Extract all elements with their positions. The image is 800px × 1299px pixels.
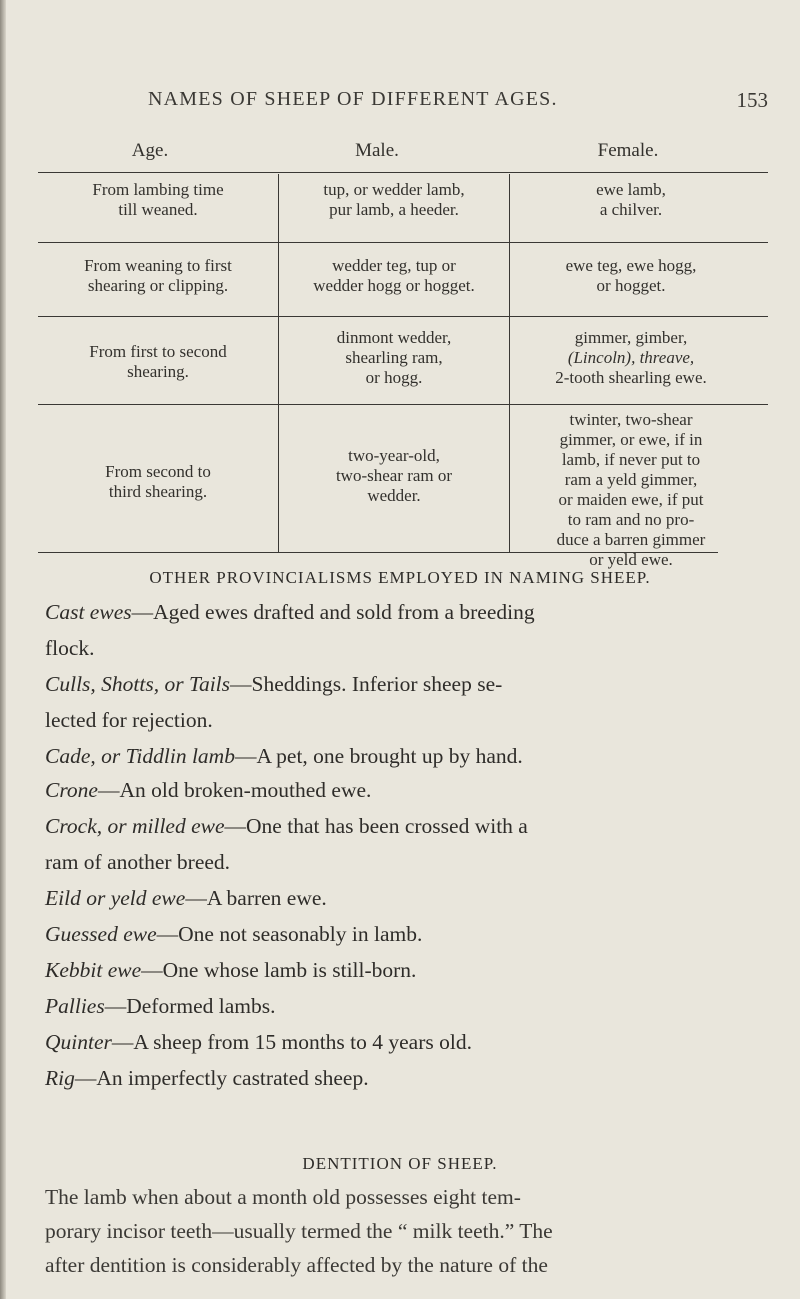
running-head: NAMES OF SHEEP OF DIFFERENT AGES. [148, 88, 558, 110]
table-cell-female: ewe lamb, a chilver. [596, 180, 666, 219]
column-header-male: Male. [355, 140, 399, 161]
provincialism-entry [45, 844, 765, 880]
dentition-paragraph: The lamb when about a month old possesses eight tem- porary incisor teeth—usually termed the “ milk teeth.” The after dentition is considerably affected by the nature of the [45, 1185, 553, 1277]
entry-term: Quinter [45, 1030, 112, 1054]
provincialism-entry [45, 952, 765, 988]
section-heading-provincialisms: OTHER PROVINCIALISMS EMPLOYED IN NAMING SHEEP. [149, 568, 651, 587]
provincialism-entry [45, 880, 765, 916]
provincialism-entry [45, 702, 765, 738]
entry-definition: —An old broken-mouthed ewe. [97, 778, 372, 802]
entry-definition: lected for rejection. [45, 708, 213, 732]
entry-term: Cast ewes [45, 600, 132, 624]
table-cell-age: From weaning to first shearing or clipping. [84, 256, 232, 295]
provincialism-entry [45, 916, 765, 952]
entry-definition: —A pet, one brought up by hand. [234, 744, 523, 768]
provincialism-entry [45, 1060, 765, 1096]
column-divider [509, 174, 510, 552]
entry-definition: —One that has been crossed with a [224, 814, 528, 838]
column-header-age: Age. [131, 140, 169, 161]
section-heading-dentition: DENTITION OF SHEEP. [302, 1154, 498, 1173]
table-cell-age: From second to third shearing. [105, 462, 211, 501]
entry-term: Crock, or milled ewe [45, 814, 225, 838]
entry-definition: —One whose lamb is still-born. [141, 958, 417, 982]
table-cell-male: wedder teg, tup or wedder hogg or hogget. [313, 256, 475, 295]
table-top-rule [38, 172, 768, 173]
book-spine-shadow [0, 0, 6, 1299]
entry-term: Rig [45, 1066, 75, 1090]
entry-definition: —A sheep from 15 months to 4 years old. [111, 1030, 472, 1054]
entry-term: Pallies [45, 994, 105, 1018]
provincialism-entry [45, 808, 765, 844]
column-header-female: Female. [597, 140, 659, 161]
row-divider [38, 404, 768, 405]
table-cell-age: From first to second shearing. [89, 342, 227, 381]
table-cell-male: tup, or wedder lamb, pur lamb, a heeder. [323, 180, 465, 219]
table-cell-age: From lambing time till weaned. [92, 180, 224, 219]
entry-definition: —An imperfectly castrated sheep. [74, 1066, 369, 1090]
entry-definition: —A barren ewe. [185, 886, 327, 910]
entry-definition: —Deformed lambs. [104, 994, 276, 1018]
row-divider [38, 242, 768, 243]
entry-definition: —Aged ewes drafted and sold from a breeding [131, 600, 535, 624]
provincialism-entry [45, 1024, 765, 1060]
entry-term: Kebbit ewe [45, 958, 142, 982]
entry-definition: flock. [45, 636, 95, 660]
table-cell-male: dinmont wedder, shearling ram, or hogg. [336, 328, 452, 387]
table-cell-female: twinter, two-shear gimmer, or ewe, if in lamb, if never put to ram a yeld gimmer, or maiden ewe, if put to ram and no pro- duce a barren gimmer or yeld ewe. [556, 410, 706, 569]
entry-definition: —Sheddings. Inferior sheep se- [230, 672, 503, 696]
provincialism-entry [45, 630, 765, 666]
column-divider [278, 174, 279, 552]
table-cell-male: two-year-old, two-shear ram or wedder. [335, 446, 453, 505]
provincialism-entry [45, 738, 765, 774]
provincialism-entry [45, 772, 765, 808]
row-divider [38, 316, 768, 317]
entry-term: Culls, Shotts, or Tails [45, 672, 231, 696]
table-cell-female: gimmer, gimber, (Lincoln), threave, 2-tooth shearling ewe. [555, 328, 707, 387]
entry-term: Eild or yeld ewe [45, 886, 186, 910]
entry-term: Crone [45, 778, 98, 802]
provincialism-entry [45, 988, 765, 1024]
entry-definition: —One not seasonably in lamb. [156, 922, 423, 946]
page-header [148, 88, 768, 118]
provincialism-entry [45, 594, 765, 630]
entry-term: Guessed ewe [45, 922, 157, 946]
provincialism-entry [45, 666, 765, 702]
entry-definition: ram of another breed. [45, 850, 231, 874]
entry-term: Cade, or Tiddlin lamb [45, 744, 235, 768]
table-cell-female: ewe teg, ewe hogg, or hogget. [565, 256, 697, 295]
page-number: 153 [736, 88, 768, 112]
